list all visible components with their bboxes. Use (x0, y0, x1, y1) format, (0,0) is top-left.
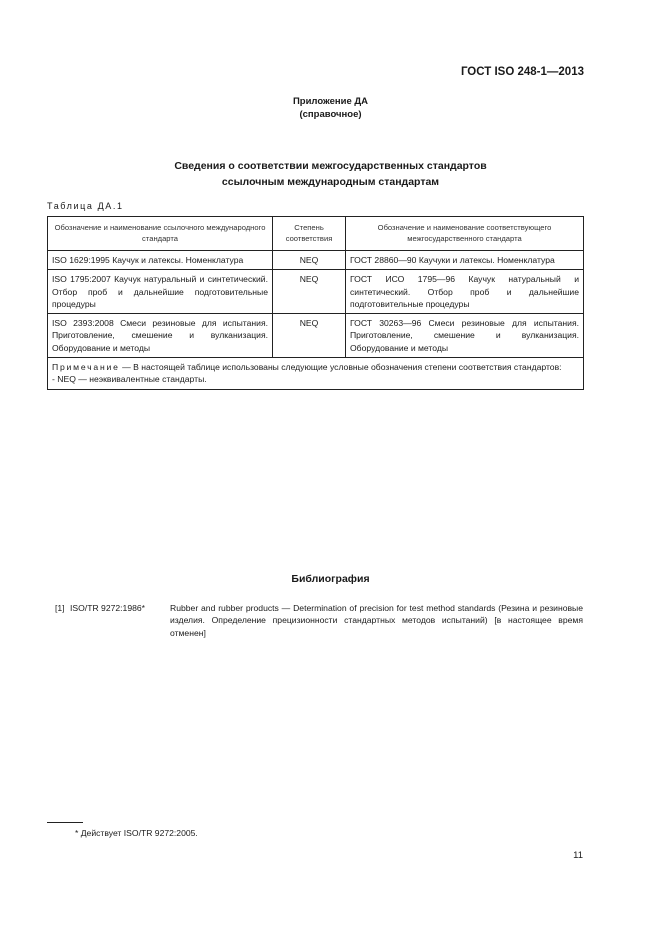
page-number: 11 (573, 850, 583, 861)
table-note-row (48, 358, 584, 390)
cell-degree: NEQ (273, 314, 346, 358)
section-title-line-1: Сведения о соответствии межгосударственных стандартов (174, 160, 487, 172)
bibliography-entry-text: Rubber and rubber products — Determination of precision for test method standards (Резина и резиновые изделия. Определение прецизионности стандартных методов испытаний) [в настоящее время отменен] (170, 603, 583, 638)
table-header-row (48, 217, 584, 251)
annex-subtitle: (справочное) (299, 109, 362, 120)
cell-interstate-standard: ГОСТ 28860—90 Каучуки и латексы. Номенклатура (346, 251, 584, 270)
correspondence-table (47, 216, 584, 390)
table-caption: Таблица ДА.1 (47, 201, 124, 211)
bibliography-title: Библиография (291, 573, 370, 585)
table-row (48, 251, 584, 270)
table-row (48, 314, 584, 358)
document-id: ГОСТ ISO 248-1—2013 (460, 66, 584, 78)
header-interstate-standard: Обозначение и наименование соответствующего межгосударственного стандарта (346, 217, 584, 251)
annex-title: Приложение ДА (292, 96, 369, 107)
header-degree-of-correspondence: Степень соответствия (273, 217, 346, 251)
table-note-text (52, 361, 579, 373)
footnote: * Действует ISO/TR 9272:2005. (75, 828, 198, 838)
cell-international-standard: ISO 2393:2008 Смеси резиновые для испытания. Приготовление, смешение и вулканизация. Оборудование и методы (48, 314, 273, 358)
cell-international-standard: ISO 1629:1995 Каучук и латексы. Номенклатура (48, 251, 273, 270)
cell-international-standard: ISO 1795:2007 Каучук натуральный и синтетический. Отбор проб и дальнейшие подготовительные процедуры (48, 270, 273, 314)
table-note-body: — В настоящей таблице использованы следующие условные обозначения степени соответствия стандартов: (119, 362, 562, 373)
cell-interstate-standard: ГОСТ ИСО 1795—96 Каучук натуральный и синтетический. Отбор проб и дальнейшие подготовительные процедуры (346, 270, 584, 314)
table-note-item: - NEQ — неэквивалентные стандарты. (52, 374, 207, 385)
bibliography-entry-code: ISO/TR 9272:1986* (70, 603, 146, 613)
cell-degree: NEQ (273, 270, 346, 314)
cell-interstate-standard: ГОСТ 30263—96 Смеси резиновые для испытания. Приготовление, смешение и вулканизация. Оборудование и методы (346, 314, 584, 358)
bibliography-entry-number: [1] (55, 603, 65, 613)
cell-degree: NEQ (273, 251, 346, 270)
header-international-standard: Обозначение и наименование ссылочного международного стандарта (48, 217, 273, 251)
section-title (0, 158, 661, 190)
section-title-line-2: ссылочным международным стандартам (221, 176, 440, 188)
table-note-label: Примечание (52, 362, 120, 373)
table-row (48, 270, 584, 314)
table-note (48, 358, 584, 390)
footnote-rule (47, 822, 83, 823)
